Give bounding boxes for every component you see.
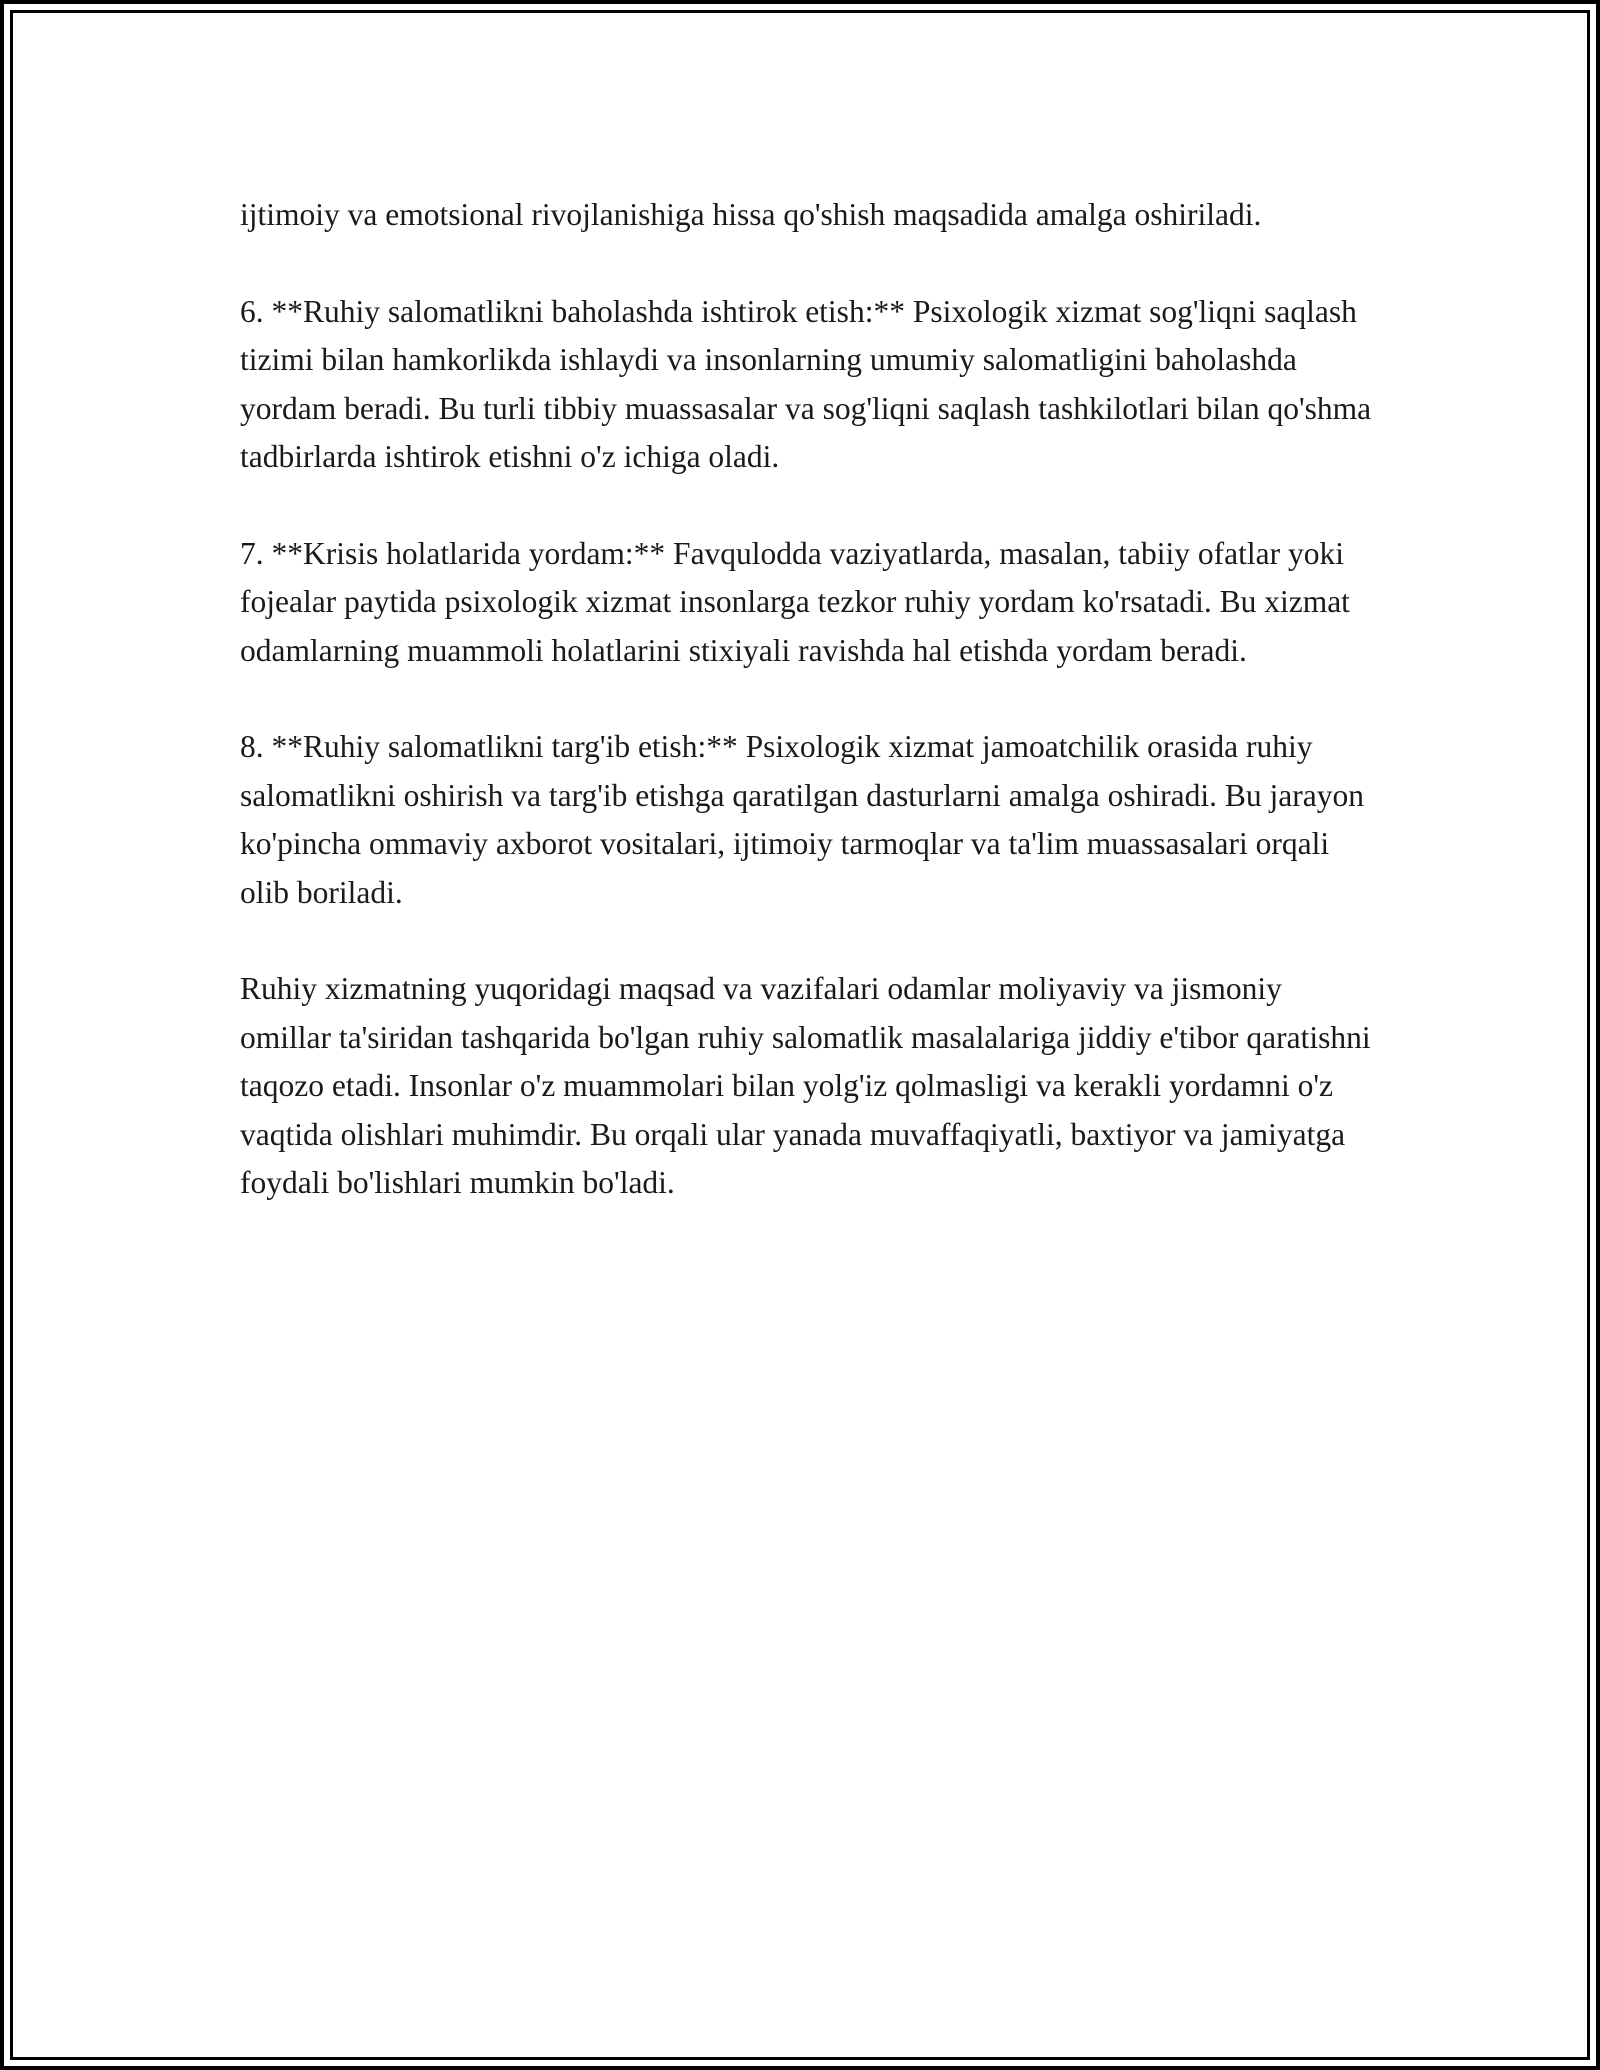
paragraph-continuation: ijtimoiy va emotsional rivojlanishiga hissa qo'shish maqsadida amalga oshiriladi. xyxy=(240,197,1262,232)
paragraph-conclusion: Ruhiy xizmatning yuqoridagi maqsad va vazifalari odamlar moliyaviy va jismoniy omillar ta'siridan tashqarida bo'lgan ruhiy salomatlik masalalariga jiddiy e'tibor qaratishni taqozo etadi. Insonlar o'z muammolari bilan yolg'iz qolmasligi va kerakli yordamni o'z vaqtida olishlari muhimdir. Bu orqali ular yanada muvaffaqiyatli, baxtiyor va jamiyatga foydali bo'lishlari mumkin bo'ladi. xyxy=(240,971,1371,1201)
paragraph-item-6: 6. **Ruhiy salomatlikni baholashda ishtirok etish:** Psixologik xizmat sog'liqni saqlash tizimi bilan hamkorlikda ishlaydi va insonlarning umumiy salomatligini baholashda yordam beradi. Bu turli tibbiy muassasalar va sog'liqni saqlash tashkilotlari bilan qo'shma tadbirlarda ishtirok etishni o'z ichiga oladi. xyxy=(240,293,1372,475)
paragraph-item-8: 8. **Ruhiy salomatlikni targ'ib etish:** Psixologik xizmat jamoatchilik orasida ruhiy salomatlikni oshirish va targ'ib etishga qaratilgan dasturlarni amalga oshiradi. Bu jarayon ko'pincha ommaviy axborot vositalari, ijtimoiy tarmoqlar va ta'lim muassasalari orqali olib boriladi. xyxy=(240,729,1364,910)
paragraph-item-7: 7. **Krisis holatlarida yordam:** Favqulodda vaziyatlarda, masalan, tabiiy ofatlar yoki fojealar paytida psixologik xizmat insonlarga tezkor ruhiy yordam ko'rsatadi. Bu xizmat odamlarning muammoli holatlarini stixiyali ravishda hal etishda yordam beradi. xyxy=(240,535,1350,668)
document-body xyxy=(240,191,1380,1207)
